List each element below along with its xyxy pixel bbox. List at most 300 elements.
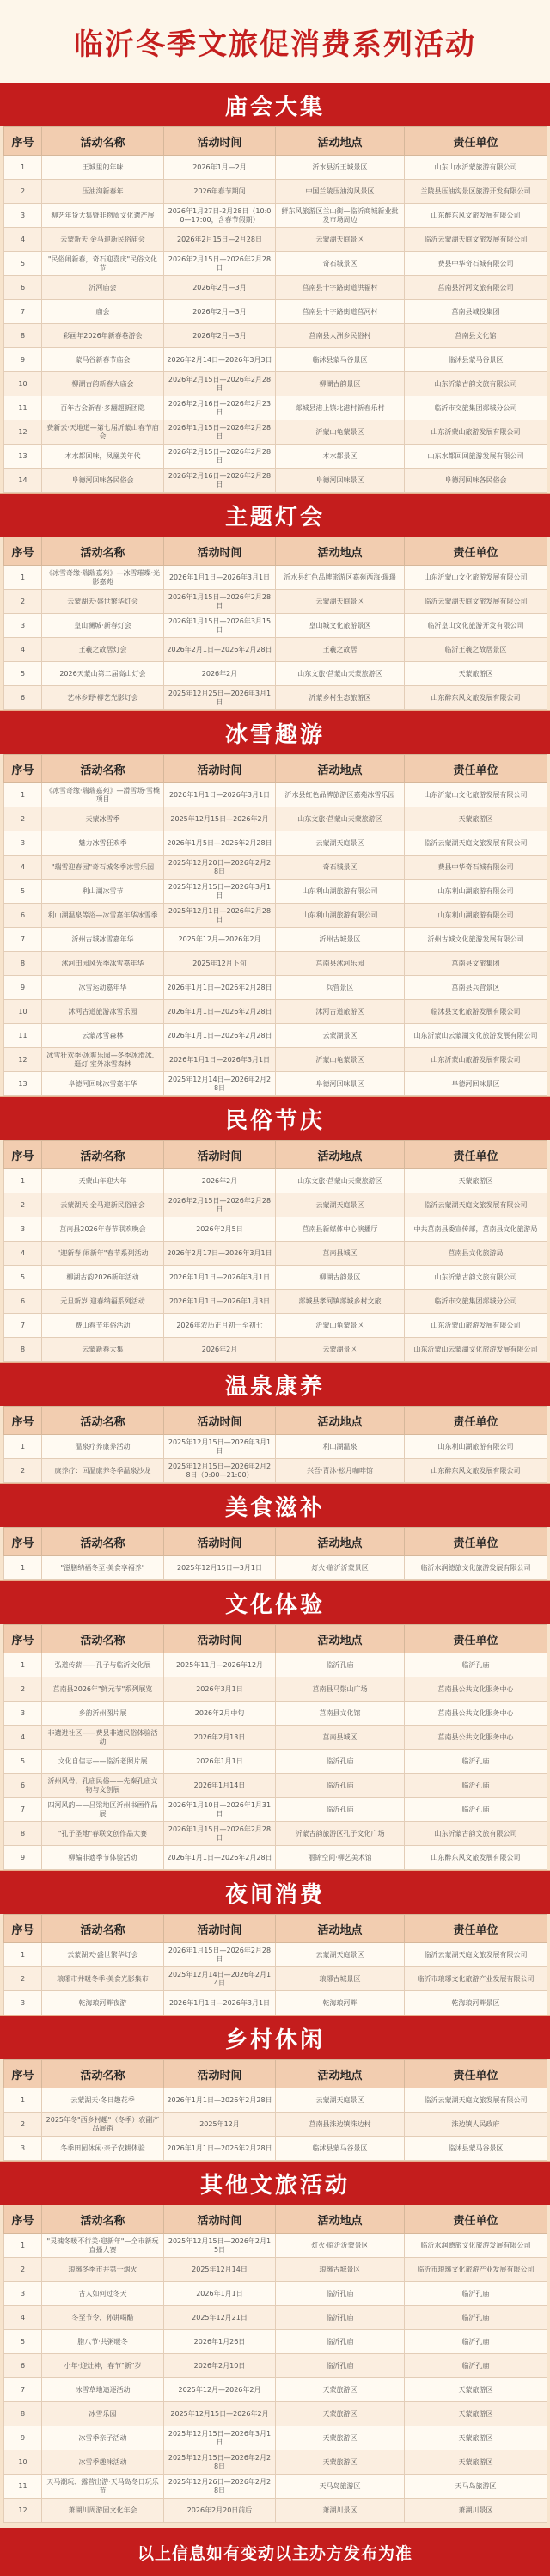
column-header: 活动地点 bbox=[276, 2205, 405, 2234]
table-cell: 冰雪草地追逐活动 bbox=[42, 2378, 164, 2402]
column-header: 活动名称 bbox=[42, 127, 164, 156]
table-cell: 2026年2月5日 bbox=[164, 1217, 276, 1242]
table-cell: 3 bbox=[4, 204, 42, 228]
table-cell: 2025年12月14日—2026年2月28日 bbox=[164, 1072, 276, 1096]
column-header: 活动时间 bbox=[164, 1625, 276, 1653]
table-cell: 2026年1月27日-2月28日（10:00—17:00，含春节假期） bbox=[164, 204, 276, 228]
table-cell: 2026年2月—3月 bbox=[164, 324, 276, 348]
table-cell: 2026年1月1日—2026年1月3日 bbox=[164, 1290, 276, 1314]
table-row bbox=[4, 662, 547, 686]
table-cell: 弘道传薪——孔子与临沂文化展 bbox=[42, 1653, 164, 1677]
table-cell: 6 bbox=[4, 904, 42, 928]
table-cell: 1 bbox=[4, 156, 42, 180]
table-cell: 山东沂蒙古韵文旅有限公司 bbox=[405, 1822, 547, 1846]
table-cell: 压油沟新春年 bbox=[42, 180, 164, 204]
column-header: 活动时间 bbox=[164, 537, 276, 566]
table-cell: 云蒙新春大集 bbox=[42, 1338, 164, 1362]
table-cell: 1 bbox=[4, 2234, 42, 2258]
table-cell: 2026年春节期间 bbox=[164, 180, 276, 204]
table-row bbox=[4, 396, 547, 420]
table-row bbox=[4, 1967, 547, 1991]
table-cell: 3 bbox=[4, 614, 42, 638]
table-cell: 天蒙旅游区 bbox=[405, 2402, 547, 2426]
table-cell: 2026年2月15日—2026年2月28日 bbox=[164, 445, 276, 469]
table-cell: 非遗进社区——费县非遗民俗体验活动 bbox=[42, 1726, 164, 1750]
table-row bbox=[4, 590, 547, 614]
table-cell: 莒南县2026年春节联欢晚会 bbox=[42, 1217, 164, 1242]
table-row bbox=[4, 880, 547, 904]
table-cell: 7 bbox=[4, 300, 42, 324]
table-row bbox=[4, 1459, 547, 1483]
table-cell: 艺林乡野·柳艺光影灯会 bbox=[42, 686, 164, 710]
table-header-row bbox=[4, 127, 547, 156]
column-header: 序号 bbox=[4, 1528, 42, 1556]
table-cell: 临沂云蒙湖天庭文旅发展有限公司 bbox=[405, 2088, 547, 2113]
table-row bbox=[4, 2282, 547, 2306]
column-header: 责任单位 bbox=[405, 1625, 547, 1653]
table-row bbox=[4, 566, 547, 590]
table-cell: 2026年1月1日—2026年2月28日 bbox=[164, 1024, 276, 1048]
table-cell: 山东文旅·莒蒙山天蒙旅游区 bbox=[276, 1169, 405, 1193]
table-cell: 山东利山湖旅游有限公司 bbox=[405, 1435, 547, 1459]
table-row bbox=[4, 2330, 547, 2354]
table-row bbox=[4, 372, 547, 396]
section-header: 夜间消费 bbox=[0, 1870, 550, 1914]
table-cell: 天蒙旅游区 bbox=[405, 2450, 547, 2475]
table-row bbox=[4, 1338, 547, 1362]
table-cell: 本水都景区 bbox=[276, 445, 405, 469]
table-cell: 天蒙旅游区 bbox=[276, 2426, 405, 2450]
table-cell: 山东山水沂蒙旅游有限公司 bbox=[405, 156, 547, 180]
table-row bbox=[4, 180, 547, 204]
table-cell: 阜德河回味各民俗会 bbox=[405, 469, 547, 493]
table-cell: 2026年1月1日—2026年3月1日 bbox=[164, 1048, 276, 1072]
table-cell: 云蒙湖天庭景区 bbox=[276, 228, 405, 252]
table-row bbox=[4, 2426, 547, 2450]
table-header-row bbox=[4, 755, 547, 783]
table-cell: 2026年2月—3月 bbox=[164, 276, 276, 300]
column-header: 序号 bbox=[4, 1915, 42, 1943]
table-cell: 13 bbox=[4, 445, 42, 469]
table-row bbox=[4, 2137, 547, 2161]
section bbox=[0, 2015, 550, 2161]
table-cell: "迎新春 闹新年"春节系列活动 bbox=[42, 1242, 164, 1266]
table-cell: 柳编非遗季节体验活动 bbox=[42, 1846, 164, 1870]
table-cell: 利山湖温泉 bbox=[276, 1435, 405, 1459]
table-cell: 临沂云蒙湖天庭文旅发展有限公司 bbox=[405, 228, 547, 252]
table-cell: 沭河古道旅游冰雪乐园 bbox=[42, 1000, 164, 1024]
table-row bbox=[4, 2499, 547, 2523]
table-row bbox=[4, 638, 547, 662]
table-cell: 临沂云蒙湖天庭文旅发展有限公司 bbox=[405, 590, 547, 614]
table-cell: 临沭县蒙马谷景区 bbox=[405, 2137, 547, 2161]
table-cell: 莒南县大洲乡民俗村 bbox=[276, 324, 405, 348]
table-cell: 康养疗：回温康养冬季温泉沙龙 bbox=[42, 1459, 164, 1483]
activity-table bbox=[3, 126, 547, 493]
table-cell: 利山湖温泉等浴—冰雪嘉年华冰雪季 bbox=[42, 904, 164, 928]
table-cell: 沂州古城冰雪嘉年华 bbox=[42, 928, 164, 952]
table-cell: 2026年2月20日前后 bbox=[164, 2499, 276, 2523]
table-cell: 临沂市交旅集团郯城分公司 bbox=[405, 396, 547, 420]
section-header: 主题灯会 bbox=[0, 493, 550, 537]
table-cell: 临沂孔庙 bbox=[276, 2282, 405, 2306]
table-cell: 中国兰陵压油沟风景区 bbox=[276, 180, 405, 204]
table-row bbox=[4, 2258, 547, 2282]
table-header-row bbox=[4, 1407, 547, 1435]
table-cell: 2025年12月15日—2026年2月 bbox=[164, 2402, 276, 2426]
table-row bbox=[4, 1242, 547, 1266]
table-cell: 文化自信志——临沂老照片展 bbox=[42, 1750, 164, 1774]
table-cell: 5 bbox=[4, 662, 42, 686]
table-cell: 2026年2月15日—2026年2月28日 bbox=[164, 372, 276, 396]
table-cell: 四河风韵——吕梁地区沂州书画作品展 bbox=[42, 1798, 164, 1822]
table-cell: 2025年12月15日—2026年2月28日 bbox=[164, 2450, 276, 2475]
table-row bbox=[4, 1266, 547, 1290]
column-header: 活动地点 bbox=[276, 1141, 405, 1169]
table-cell: 柳湖古韵景区 bbox=[276, 372, 405, 396]
table-cell: 莒南县公共文化服务中心 bbox=[405, 1677, 547, 1702]
table-cell: 7 bbox=[4, 1798, 42, 1822]
table-cell: 临沂云蒙湖天庭文旅发展有限公司 bbox=[405, 1943, 547, 1967]
table-cell: 山东利山湖旅游有限公司 bbox=[405, 904, 547, 928]
table-cell: 3 bbox=[4, 2137, 42, 2161]
table-cell: 琅琊冬季市井第一烟火 bbox=[42, 2258, 164, 2282]
table-cell: 琅琊古城景区 bbox=[276, 1967, 405, 1991]
table-cell: 天蒙旅游区 bbox=[405, 2426, 547, 2450]
table-cell: 彩画年2026年新春巷游会 bbox=[42, 324, 164, 348]
table-cell: 4 bbox=[4, 2306, 42, 2330]
table-cell: 鲜东风旅游区兰山街—临沂商城新业批发市场周边 bbox=[276, 204, 405, 228]
table-cell: 2025年12月—2026年2月 bbox=[164, 2378, 276, 2402]
table-cell: 冰雪季亲子活动 bbox=[42, 2426, 164, 2450]
table-cell: 临沭县蒙马谷景区 bbox=[276, 2137, 405, 2161]
column-header: 活动地点 bbox=[276, 755, 405, 783]
table-cell: 冰雪乐园 bbox=[42, 2402, 164, 2426]
table-header-row bbox=[4, 2060, 547, 2088]
table-cell: 2 bbox=[4, 2258, 42, 2282]
table-cell: 山东利山湖旅游有限公司 bbox=[276, 880, 405, 904]
table-row bbox=[4, 831, 547, 856]
column-header: 活动名称 bbox=[42, 1528, 164, 1556]
table-cell: 莒南县十字路街道莒河村 bbox=[276, 300, 405, 324]
table-row bbox=[4, 1702, 547, 1726]
table-cell: 临沂水润德旅文化旅游发展有限公司 bbox=[405, 2234, 547, 2258]
table-cell: 2026年2月 bbox=[164, 1338, 276, 1362]
table-cell: 古人如何过冬天 bbox=[42, 2282, 164, 2306]
column-header: 责任单位 bbox=[405, 1915, 547, 1943]
section bbox=[0, 1096, 550, 1362]
table-cell: 12 bbox=[4, 1048, 42, 1072]
table-row bbox=[4, 1556, 547, 1580]
table-cell: 2025年12月25日—2026年3月1日 bbox=[164, 686, 276, 710]
table-cell: 2025年12月15日—2026年3月1日 bbox=[164, 2426, 276, 2450]
table-cell: 临沂水润德旅文化旅游发展有限公司 bbox=[405, 1556, 547, 1580]
table-cell: 云蒙湖天·盛世繁华灯会 bbox=[42, 1943, 164, 1967]
table-cell: 莒南县兵营景区 bbox=[405, 976, 547, 1000]
table-cell: 1 bbox=[4, 1943, 42, 1967]
table-cell: 临沭县蒙马谷景区 bbox=[405, 348, 547, 372]
table-cell: 柳湖古韵2026新年活动 bbox=[42, 1266, 164, 1290]
sections-container bbox=[0, 83, 550, 2523]
section bbox=[0, 2161, 550, 2523]
section bbox=[0, 83, 550, 493]
table-cell: 费县中华奇石城有限公司 bbox=[405, 252, 547, 276]
table-cell: 2026年1月1日—2026年2月28日 bbox=[164, 1000, 276, 1024]
table-cell: 云蒙冰雪森林 bbox=[42, 1024, 164, 1048]
column-header: 责任单位 bbox=[405, 2205, 547, 2234]
table-cell: 2026年1月14日 bbox=[164, 1774, 276, 1798]
table-cell: 2026天蒙山第二届高山灯会 bbox=[42, 662, 164, 686]
footer-note: 以上信息如有变动以主办方发布为准 bbox=[0, 2528, 550, 2576]
column-header: 序号 bbox=[4, 2060, 42, 2088]
table-cell: 阜德河回味景区 bbox=[276, 469, 405, 493]
table-row bbox=[4, 1314, 547, 1338]
table-cell: 2026年2月15日—2月28日 bbox=[164, 228, 276, 252]
table-cell: 3 bbox=[4, 831, 42, 856]
table-cell: 2 bbox=[4, 807, 42, 831]
table-cell: 阜德河回味景区 bbox=[405, 1072, 547, 1096]
table-cell: 3 bbox=[4, 1217, 42, 1242]
table-cell: 2026年1月15日—2026年3月15日 bbox=[164, 614, 276, 638]
table-cell: 天蒙旅游区 bbox=[276, 2378, 405, 2402]
table-cell: 温泉疗养康养活动 bbox=[42, 1435, 164, 1459]
table-cell: 山东水都回回旅游发展有限公司 bbox=[405, 445, 547, 469]
table-cell: 2 bbox=[4, 1967, 42, 1991]
table-cell: 《冰雪奇缘·瑞瑞嘉苑》—滑雪场·雪橇项目 bbox=[42, 783, 164, 807]
table-cell: 丽锦空间·柳艺美术馆 bbox=[276, 1846, 405, 1870]
column-header: 责任单位 bbox=[405, 2060, 547, 2088]
column-header: 活动名称 bbox=[42, 755, 164, 783]
column-header: 序号 bbox=[4, 755, 42, 783]
table-cell: 4 bbox=[4, 228, 42, 252]
table-cell: 天马岛旅游区 bbox=[276, 2475, 405, 2499]
table-cell: 8 bbox=[4, 1822, 42, 1846]
table-cell: 2026年2月13日 bbox=[164, 1726, 276, 1750]
table-cell: 中共莒南县委宣传部，莒南县文化旅游局 bbox=[405, 1217, 547, 1242]
column-header: 活动地点 bbox=[276, 537, 405, 566]
table-row bbox=[4, 1169, 547, 1193]
table-row bbox=[4, 614, 547, 638]
table-cell: 2 bbox=[4, 1459, 42, 1483]
table-cell: 沂河庙会 bbox=[42, 276, 164, 300]
table-cell: 皇山澜城·新春灯会 bbox=[42, 614, 164, 638]
table-cell: 5 bbox=[4, 880, 42, 904]
activity-table bbox=[3, 754, 547, 1096]
table-row bbox=[4, 1822, 547, 1846]
table-cell: 山东文旅·莒蒙山天蒙旅游区 bbox=[276, 662, 405, 686]
table-cell: 2 bbox=[4, 590, 42, 614]
table-row bbox=[4, 686, 547, 710]
section bbox=[0, 493, 550, 710]
table-row bbox=[4, 2354, 547, 2378]
section-header: 乡村休闲 bbox=[0, 2015, 550, 2059]
table-cell: 奇石城景区 bbox=[276, 856, 405, 880]
table-cell: 临沂孔庙 bbox=[405, 1798, 547, 1822]
table-cell: 8 bbox=[4, 324, 42, 348]
table-cell: 琅琊市井暖冬季·美食光影集市 bbox=[42, 1967, 164, 1991]
table-cell: 莒南县2026年"鲜元节"系列展览 bbox=[42, 1677, 164, 1702]
table-row bbox=[4, 1193, 547, 1217]
table-cell: 7 bbox=[4, 1314, 42, 1338]
table-cell: 5 bbox=[4, 1750, 42, 1774]
table-cell: 山东沂蒙山云蒙湖文化旅游发展有限公司 bbox=[405, 1338, 547, 1362]
table-header-row bbox=[4, 1915, 547, 1943]
table-cell: 临沂市交旅集团郯城分公司 bbox=[405, 1290, 547, 1314]
table-cell: 沂州古城文化旅游发展有限公司 bbox=[405, 928, 547, 952]
table-cell: 莒南县新媒体中心演播厅 bbox=[276, 1217, 405, 1242]
table-cell: 2026年1月5日—2026年2月28日 bbox=[164, 831, 276, 856]
table-cell: 临沂市琅琊文化旅游产业发展有限公司 bbox=[405, 2258, 547, 2282]
column-header: 活动名称 bbox=[42, 1141, 164, 1169]
table-cell: 3 bbox=[4, 2282, 42, 2306]
table-cell: 2026年1月—2月 bbox=[164, 156, 276, 180]
table-cell: 阜德河回味各民俗会 bbox=[42, 469, 164, 493]
table-cell: 兰陵县压油沟景区旅游开发有限公司 bbox=[405, 180, 547, 204]
table-cell: 临沂孔庙 bbox=[405, 2354, 547, 2378]
table-cell: 2026年1月1日—2026年3月1日 bbox=[164, 1991, 276, 2015]
table-cell: 莒南县公共文化服务中心 bbox=[405, 1702, 547, 1726]
table-cell: 8 bbox=[4, 2402, 42, 2426]
table-cell: 山东利山湖旅游有限公司 bbox=[405, 880, 547, 904]
table-cell: 本水都回味，凤凰美年代 bbox=[42, 445, 164, 469]
table-cell: 天蒙旅游区 bbox=[276, 2450, 405, 2475]
table-row bbox=[4, 1750, 547, 1774]
table-cell: 2026年2月15日—2026年2月28日 bbox=[164, 1193, 276, 1217]
table-cell: 费山春节年俗活动 bbox=[42, 1314, 164, 1338]
section bbox=[0, 1870, 550, 2015]
activity-table bbox=[3, 2205, 547, 2523]
table-cell: 乾海琅河畔景区 bbox=[405, 1991, 547, 2015]
table-cell: 4 bbox=[4, 1242, 42, 1266]
table-cell: 天蒙山年迎大年 bbox=[42, 1169, 164, 1193]
table-cell: 天蒙冰雪季 bbox=[42, 807, 164, 831]
table-cell: 13 bbox=[4, 1072, 42, 1096]
table-cell: 2026年1月1日—2026年2月28日 bbox=[164, 2137, 276, 2161]
table-cell: 云蒙湖天·冬日趣花季 bbox=[42, 2088, 164, 2113]
table-cell: 乡韵沂州图片展 bbox=[42, 1702, 164, 1726]
column-header: 责任单位 bbox=[405, 1528, 547, 1556]
table-cell: 10 bbox=[4, 2450, 42, 2475]
table-cell: 莒南县文化馆 bbox=[276, 1702, 405, 1726]
table-cell: 5 bbox=[4, 2330, 42, 2354]
table-cell: 3 bbox=[4, 1991, 42, 2015]
table-cell: 2025年12月15日—2026年3月1日 bbox=[164, 880, 276, 904]
table-cell: 4 bbox=[4, 1726, 42, 1750]
table-cell: 云蒙湖天庭景区 bbox=[276, 831, 405, 856]
table-row bbox=[4, 252, 547, 276]
column-header: 活动名称 bbox=[42, 537, 164, 566]
table-cell: 2 bbox=[4, 180, 42, 204]
column-header: 序号 bbox=[4, 1141, 42, 1169]
table-cell: 冰雪运动嘉年华 bbox=[42, 976, 164, 1000]
table-cell: 临沂孔庙 bbox=[276, 2306, 405, 2330]
column-header: 活动地点 bbox=[276, 1915, 405, 1943]
activity-table bbox=[3, 537, 547, 710]
table-row bbox=[4, 1290, 547, 1314]
activity-table bbox=[3, 1914, 547, 2015]
table-cell: 云蒙湖天庭景区 bbox=[276, 2088, 405, 2113]
table-cell: 乾海琅河畔 bbox=[276, 1991, 405, 2015]
table-cell: 2026年1月1日 bbox=[164, 1750, 276, 1774]
table-cell: 10 bbox=[4, 1000, 42, 1024]
table-cell: 沂蒙山龟蒙景区 bbox=[276, 1048, 405, 1072]
table-row bbox=[4, 1774, 547, 1798]
table-cell: 蒙马谷新春节庙会 bbox=[42, 348, 164, 372]
table-cell: 元旦新岁 迎春纳福系列活动 bbox=[42, 1290, 164, 1314]
table-cell: 莒南县洙边镇洙边村 bbox=[276, 2113, 405, 2137]
table-cell: 临沂孔庙 bbox=[405, 2330, 547, 2354]
table-header-row bbox=[4, 1141, 547, 1169]
table-row bbox=[4, 904, 547, 928]
table-cell: 5 bbox=[4, 1266, 42, 1290]
table-row bbox=[4, 976, 547, 1000]
table-cell: 庙会 bbox=[42, 300, 164, 324]
table-cell: 2025年12月15日—2026年2月28日（9:00—21:00） bbox=[164, 1459, 276, 1483]
table-cell: 灯火·临沂沂蒙景区 bbox=[276, 2234, 405, 2258]
table-cell: 临沂孔庙 bbox=[405, 2306, 547, 2330]
table-cell: 兴吾·青沐·松月咖啡馆 bbox=[276, 1459, 405, 1483]
section-header: 温泉康养 bbox=[0, 1362, 550, 1406]
table-cell: 2025年12月—2026年2月 bbox=[164, 928, 276, 952]
table-row bbox=[4, 1653, 547, 1677]
table-cell: 11 bbox=[4, 2475, 42, 2499]
table-cell: 临沭县文化旅游发展有限公司 bbox=[405, 1000, 547, 1024]
table-row bbox=[4, 324, 547, 348]
table-cell: 2026年2月10日 bbox=[164, 2354, 276, 2378]
table-cell: 2025年12月26日—2026年2月28日 bbox=[164, 2475, 276, 2499]
table-row bbox=[4, 952, 547, 976]
table-cell: 云蒙湖天庭景区 bbox=[276, 1943, 405, 1967]
table-row bbox=[4, 1677, 547, 1702]
table-row bbox=[4, 2450, 547, 2475]
table-cell: 山东沂蒙山旅游发展有限公司 bbox=[405, 1048, 547, 1072]
table-row bbox=[4, 2378, 547, 2402]
table-cell: 7 bbox=[4, 928, 42, 952]
table-header-row bbox=[4, 537, 547, 566]
table-cell: 沭河古道旅游区 bbox=[276, 1000, 405, 1024]
table-cell: 莒南县城投集团 bbox=[405, 300, 547, 324]
table-cell: 皇山城文化旅游景区 bbox=[276, 614, 405, 638]
table-cell: 临沂市琅琊文化旅游产业发展有限公司 bbox=[405, 1967, 547, 1991]
table-row bbox=[4, 1798, 547, 1822]
table-cell: 莒南县城区 bbox=[276, 1726, 405, 1750]
table-cell: 琅琊古城景区 bbox=[276, 2258, 405, 2282]
table-cell: 山东文旅·莒蒙山天蒙旅游区 bbox=[276, 807, 405, 831]
table-row bbox=[4, 348, 547, 372]
activity-table bbox=[3, 2059, 547, 2161]
table-cell: 沭河田园风光季冰雪嘉年华 bbox=[42, 952, 164, 976]
table-cell: 临沂云蒙湖天庭文旅发展有限公司 bbox=[405, 1193, 547, 1217]
table-row bbox=[4, 1048, 547, 1072]
table-cell: 莒南县文旅集团 bbox=[405, 952, 547, 976]
column-header: 责任单位 bbox=[405, 755, 547, 783]
table-cell: 2025年12月14日—2026年2月14日 bbox=[164, 1967, 276, 1991]
column-header: 活动名称 bbox=[42, 1915, 164, 1943]
table-cell: 1 bbox=[4, 2088, 42, 2113]
column-header: 活动名称 bbox=[42, 1407, 164, 1435]
table-cell: 2026年1月15日—2026年2月28日 bbox=[164, 590, 276, 614]
activity-table bbox=[3, 1406, 547, 1483]
table-cell: 利山湖冰雪节 bbox=[42, 880, 164, 904]
table-header-row bbox=[4, 1528, 547, 1556]
table-cell: 2026年2月16日—2026年2月23日 bbox=[164, 396, 276, 420]
table-cell: 2026年2月—3月 bbox=[164, 300, 276, 324]
table-cell: 沂蒙山龟蒙景区 bbox=[276, 420, 405, 445]
table-cell: 2026年1月1日 bbox=[164, 2282, 276, 2306]
table-cell: 2026年1月1日—2026年3月1日 bbox=[164, 566, 276, 590]
activity-table bbox=[3, 1527, 547, 1580]
table-header-row bbox=[4, 1625, 547, 1653]
